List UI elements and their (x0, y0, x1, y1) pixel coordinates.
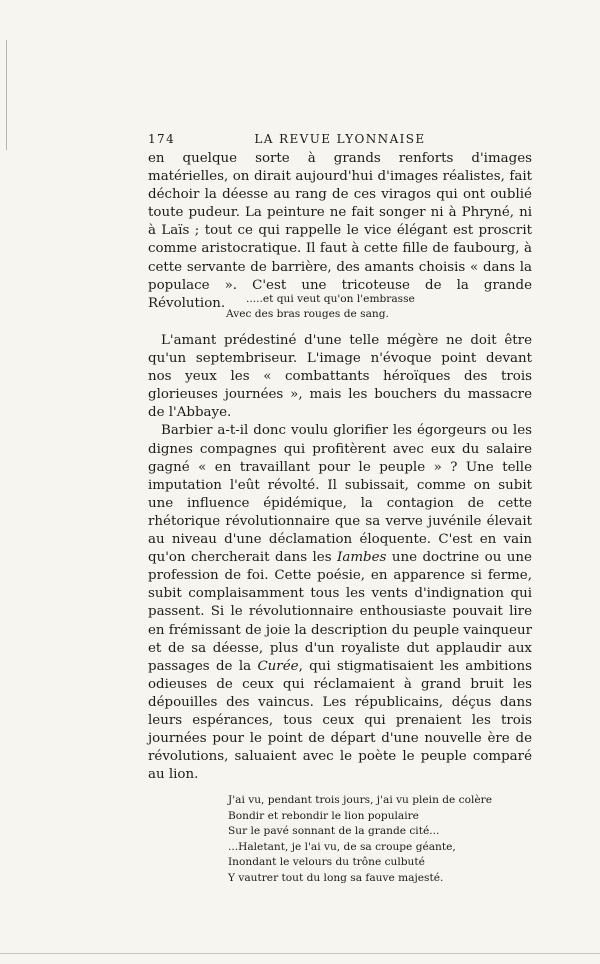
paragraph-3-part-2: une doctrine ou une profession de foi. Cette poésie, en apparence si ferme, subit complaisamment tous les vents d'indignation qui passent. Si le révolutionnaire enthousiaste pouvait lire en frémissant de joie la description du peuple vainqueur et de sa déesse, plus d'un royaliste dut applaudir aux passages de la (148, 550, 532, 674)
paragraph-1: en quelque sorte à grands renforts d'images matérielles, on dirait aujourd'hui d'images réalistes, fait déchoir la déesse au rang de ces viragos qui ont oublié toute pudeur. La peinture ne fait songer ni à Phryné, ni à Laïs ; tout ce qui rappelle le vice élégant est proscrit comme aristocratique. Il faut à cette fille de faubourg, à cette servante de barrière, des amants choisis « dans la populace ». C'est une tricoteuse de la grande Révolution. (148, 151, 532, 311)
verse-quote-1 (226, 292, 486, 322)
paragraph-2: L'amant prédestiné d'une telle mégère ne doit être qu'un septembriseur. L'image n'évoque point devant nos yeux les « combattants héroïques des trois glorieuses journées », mais les bouchers du massacre de l'Abbaye. (148, 333, 532, 421)
main-text-block (148, 332, 532, 784)
title-curee: Curée (257, 658, 299, 674)
page-bottom-edge (0, 953, 600, 954)
page-edge-mark (6, 40, 7, 150)
verse-line: .....et qui veut qu'on l'embrasse (246, 293, 415, 305)
verse-line: Inondant le velours du trône culbuté (228, 856, 425, 869)
verse-quote-2 (228, 793, 528, 887)
verse-line: Avec des bras rouges de sang. (226, 308, 389, 320)
verse-line: J'ai vu, pendant trois jours, j'ai vu plein de colère (228, 794, 492, 806)
verse-line: Bondir et rebondir le lion populaire (228, 809, 419, 822)
page-number: 174 (148, 132, 176, 146)
running-title: LA REVUE LYONNAISE (254, 132, 426, 146)
verse-line: Sur le pavé sonnant de la grande cité... (228, 825, 440, 838)
verse-line: ...Haletant, je l'ai vu, de sa croupe géante, (228, 840, 456, 853)
paragraph-1-block (148, 150, 532, 313)
page-header (148, 132, 532, 150)
title-iambes: Iambes (337, 550, 387, 566)
verse-line: Y vautrer tout du long sa fauve majesté. (228, 871, 444, 884)
paragraph-3 (148, 422, 532, 784)
paragraph-3-part-3: , qui stigmatisaient les ambitions odieuses de ceux qui réclamaient à grand bruit les dépouilles des vaincus. Les républicains, déçus dans leurs espérances, tous ceux qui prenaient les trois journées pour le point de départ d'une nouvelle ère de révolutions, saluaient avec le poète le peuple comparé au lion. (148, 658, 532, 783)
paragraph-3-part-1: Barbier a-t-il donc voulu glorifier les égorgeurs ou les dignes compagnes qui profitèrent avec eux du salaire gagné « en travaillant pour le peuple » ? Une telle imputation l'eût révolté. Il subissait, comme on subit une influence épidémique, la contagion de cette rhétorique révolutionnaire que sa verve juvénile élevait au niveau d'une déclamation éloquente. C'est en vain qu'on chercherait dans les (148, 423, 532, 566)
